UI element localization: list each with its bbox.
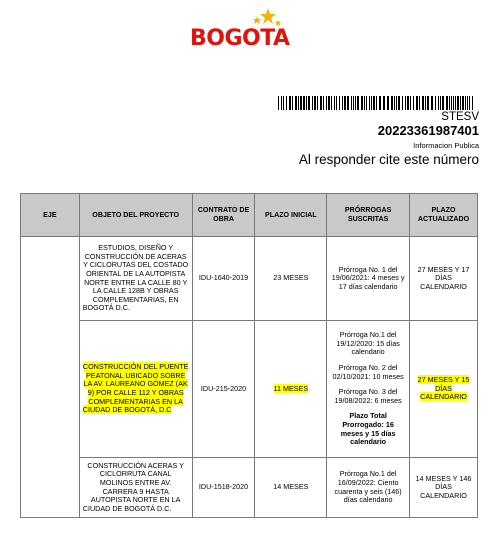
barcode-bar (289, 96, 291, 110)
header-objeto: OBJETO DEL PROYECTO (79, 194, 192, 237)
barcode-bar (292, 96, 293, 110)
barcode-bar (387, 96, 389, 110)
barcode-bar (344, 96, 346, 110)
barcode-bar (317, 96, 318, 110)
objeto-cell (79, 321, 192, 458)
radicado-number: 20223361987401 (377, 123, 479, 138)
barcode-bar (396, 96, 397, 110)
barcode-bar (425, 96, 426, 110)
barcode-bar (303, 96, 305, 110)
barcode-bar (364, 96, 365, 110)
header-eje: EJE (21, 194, 80, 237)
barcode (278, 96, 476, 110)
barcode-bar (460, 96, 461, 110)
prorrogas-cell (327, 458, 410, 518)
barcode-bar (394, 96, 395, 110)
barcode-bar (373, 96, 375, 110)
barcode-bar (438, 96, 439, 110)
dependency-code: STESV (441, 111, 479, 123)
barcode-bar (306, 96, 307, 110)
barcode-bar (440, 96, 441, 110)
barcode-bar (413, 96, 414, 110)
barcode-bar (462, 96, 464, 110)
barcode-bar (419, 96, 420, 110)
barcode-bar (442, 96, 444, 110)
bogota-logo (190, 4, 300, 54)
header-plazo-actualizado: PLAZO ACTUALIZADO (410, 194, 478, 237)
barcode-bar (286, 96, 287, 110)
prorroga-item: Prórroga No.1 del 19/12/2020: 15 días calendario (336, 330, 400, 357)
prorroga-total: Plazo Total Prorrogado: 16 meses y 15 días calendario (340, 411, 396, 447)
barcode-bar (323, 96, 324, 110)
barcode-bar (278, 96, 279, 110)
barcode-bar (308, 96, 310, 110)
objeto-cell (79, 458, 192, 518)
plazo-inicial-cell: 14 MESES (255, 458, 327, 518)
barcode-bar (295, 96, 297, 110)
contrato-cell: IDU-1518-2020 (192, 458, 255, 518)
barcode-bar (469, 96, 470, 110)
barcode-bar (355, 96, 356, 110)
prorroga-item: Prórroga No. 3 del 19/08/2022: 6 meses (334, 387, 402, 405)
plazo-actualizado-highlighted: 27 MESES Y 15 DÍAS CALENDARIO (417, 375, 470, 402)
barcode-bar (465, 96, 466, 110)
plazo-actualizado-cell: 27 MESES Y 17 DÍAS CALENDARIO (410, 237, 478, 321)
barcode-bar (369, 96, 370, 110)
barcode-bar (376, 96, 377, 110)
barcode-bar (353, 96, 354, 110)
barcode-bar (300, 96, 302, 110)
barcode-bar (371, 96, 372, 110)
barcode-bar (435, 96, 436, 110)
plazo-inicial-cell: 23 MESES (255, 237, 327, 321)
header-plazo-inicial: PLAZO INICIAL (255, 194, 327, 237)
cite-instruction: Al responder cite este número (298, 152, 479, 167)
contrato-cell: IDU-1640-2019 (192, 237, 255, 321)
barcode-bar (422, 96, 424, 110)
table-row (21, 237, 478, 321)
header-prorrogas: PRÓRROGAS SUSCRITAS (327, 194, 410, 237)
barcode-bar (467, 96, 468, 110)
objeto-text: ESTUDIOS, DISEÑO Y CONSTRUCCIÓN DE ACERAS Y CICLORUTAS DEL COSTADO ORIENTAL DE LA AUTOPISTA NORTE ENTRE LA CALLE 80 Y LA CALLE 128B Y OBRAS COMPLEMENTARIAS, EN BOGOTÁ D.C. (82, 243, 189, 313)
barcode-bar (357, 96, 359, 110)
barcode-bar (283, 96, 284, 110)
barcode-bar (449, 96, 450, 110)
barcode-bar (331, 96, 332, 110)
barcode-bar (446, 96, 448, 110)
barcode-bar (326, 96, 327, 110)
prorroga-item: Prórroga No. 2 del 02/10/2021: 10 meses (332, 363, 404, 381)
table-row (21, 458, 478, 518)
prorrogas-cell (327, 237, 410, 321)
prorroga-item: Prórroga No.1 del 16/09/2022: Ciento cuarenta y seis (146) días calendario (334, 469, 402, 505)
barcode-bar (427, 96, 429, 110)
table-row (21, 321, 478, 458)
barcode-bar (347, 96, 349, 110)
barcode-bar (407, 96, 409, 110)
barcode-bar (472, 96, 473, 110)
barcode-bar (405, 96, 406, 110)
barcode-bar (453, 96, 454, 110)
barcode-bar (361, 96, 363, 110)
barcode-bar (328, 96, 330, 110)
barcode-bar (383, 96, 385, 110)
table-header-row (21, 194, 478, 237)
eje-cell (21, 237, 80, 518)
plazo-actualizado-cell: 14 MESES Y 146 DÍAS CALENDARIO (410, 458, 478, 518)
objeto-text: CONSTRUCCIÓN ACERAS Y CICLORRUTA CANAL MOLINOS ENTRE AV. CARRERA 9 HASTA AUTOPISTA NORTE EN LA CIUDAD DE BOGOTÁ D.C. (82, 460, 184, 513)
barcode-bar (320, 96, 322, 110)
prorroga-item: Prórroga No. 1 del 19/06/2021: 4 meses y 17 días calendario (331, 264, 405, 291)
prorrogas-cell (327, 321, 410, 458)
barcode-bar (451, 96, 452, 110)
barcode-bar (298, 96, 299, 110)
barcode-bar (410, 96, 411, 110)
logo-text: BOGOTA (190, 26, 290, 51)
contrato-cell: IDU-215-2020 (192, 321, 255, 458)
classification-label: Informacion Publica (413, 141, 479, 150)
barcode-bar (281, 96, 282, 110)
objeto-text-highlighted: CONSTRUCCIÓN DEL PUENTE PEATONAL UBICADO SOBRE LA AV. LAUREANO GÓMEZ (AK 9) POR CALLE 112 Y OBRAS COMPLEMENTARIAS EN LA CIUDAD DE BOGOTÁ, D.C (82, 362, 189, 415)
projects-table (20, 193, 478, 518)
plazo-inicial-highlighted: 11 MESES (273, 383, 309, 393)
barcode-bar (457, 96, 459, 110)
barcode-bar (431, 96, 433, 110)
barcode-bar (342, 96, 343, 110)
objeto-cell (79, 237, 192, 321)
barcode-bar (334, 96, 335, 110)
barcode-bar (455, 96, 456, 110)
barcode-bar (339, 96, 340, 110)
barcode-bar (366, 96, 367, 110)
barcode-bar (402, 96, 403, 110)
barcode-bar (314, 96, 316, 110)
barcode-bar (336, 96, 337, 110)
barcode-bar (312, 96, 313, 110)
plazo-actualizado-cell (410, 321, 478, 458)
barcode-bar (391, 96, 393, 110)
barcode-bar (379, 96, 381, 110)
header-contrato: CONTRATO DE OBRA (192, 194, 255, 237)
barcode-bar (398, 96, 400, 110)
barcode-bar (416, 96, 418, 110)
plazo-inicial-cell (255, 321, 327, 458)
barcode-bar (351, 96, 352, 110)
